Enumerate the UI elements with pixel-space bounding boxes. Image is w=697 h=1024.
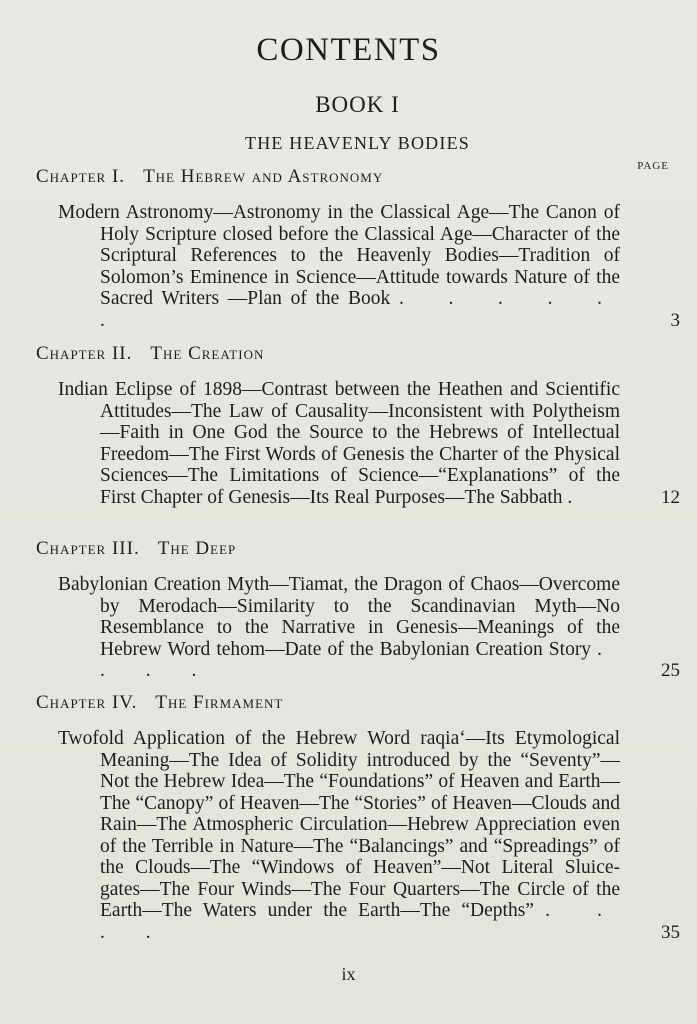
summary-text: Babylonian Creation Myth—Tiamat, the Dragon of Chaos—Overcome by Merodach—Similarity to the Scandinavian Myth—No Resemblance to the Narrative in Genesis—Meanings of the Hebrew Word tehom—Date of the Babylonian Creation Story [58, 574, 620, 660]
chapter-heading [36, 538, 674, 560]
summary-text: Twofold Application of the Hebrew Word raqia‘—Its Etymological Meaning—The Idea of Solidity introduced by the “Seventy”—Not the Hebrew Idea—The “Foundations” of Heaven and Earth—The “Canopy” of Heaven—The “Stories” of Heaven—Clouds and Rain—The Atmospheric Circulation—Hebrew Appreciation even of the Terrible in Nature—The “Balancings” and “Spreadings” of the Clouds—The “Windows of Heaven”—Not Literal Sluice-gates—The Four Winds—The Four Quarters—The Circle of the Earth—The Waters under the Earth—The “Depths” [58, 728, 620, 921]
book-heading: BOOK I [315, 92, 400, 117]
chapter-entry [34, 343, 680, 508]
chapter-title: The Hebrew and Astronomy [143, 166, 384, 187]
chapter-number: Chapter IV. [36, 692, 138, 713]
page-number: 25 [661, 660, 680, 681]
dot-leader: . . . . [100, 638, 620, 681]
page-number: 3 [670, 309, 680, 331]
contents-title: CONTENTS [256, 32, 441, 68]
chapter-entry [34, 166, 680, 331]
chapter-entry [34, 692, 680, 943]
summary-text: Indian Eclipse of 1898—Contrast between the Heathen and Scientific Attitudes—The Law of Causality—Inconsistent with Polytheism—Faith in One God the Source to the Hebrews of Intellectual Freedom—The First Words of Genesis the Charter of the Physical Sciences—The Limitations of Science—“Explanations” of the First Chapter of Genesis—Its Real Purposes—The Sabbath [58, 379, 620, 508]
chapter-title: The Deep [157, 538, 237, 559]
chapter-title: The Firmament [155, 692, 284, 713]
dot-leader: . . . . . . [100, 288, 621, 331]
page-number: 12 [661, 486, 680, 508]
chapter-number: Chapter II. [36, 343, 133, 364]
chapter-summary [34, 574, 680, 682]
chapter-summary [34, 202, 680, 331]
chapter-number: Chapter I. [36, 166, 126, 187]
chapter-heading [36, 692, 674, 714]
page-column-label: PAGE [637, 160, 669, 172]
chapter-summary [34, 728, 680, 943]
chapter-heading [36, 343, 674, 365]
dot-leader: . [567, 486, 591, 508]
dot-leader: . . . . [100, 900, 620, 943]
chapter-heading [36, 166, 674, 188]
chapter-summary [34, 379, 680, 508]
chapter-title: The Creation [150, 343, 265, 364]
chapter-number: Chapter III. [36, 538, 140, 559]
summary-text: Modern Astronomy—Astronomy in the Classical Age—The Canon of Holy Scripture closed before the Classical Age—Character of the Scriptural References to the Heavenly Bodies—Tradition of Solomon’s Eminence in Science—Attitude towards Nature of the Sacred Writers —Plan of the Book [58, 202, 620, 309]
page-number: 35 [661, 921, 680, 943]
part-heading: THE HEAVENLY BODIES [245, 133, 470, 153]
chapter-entry [34, 538, 680, 682]
page-folio: ix [341, 964, 356, 984]
